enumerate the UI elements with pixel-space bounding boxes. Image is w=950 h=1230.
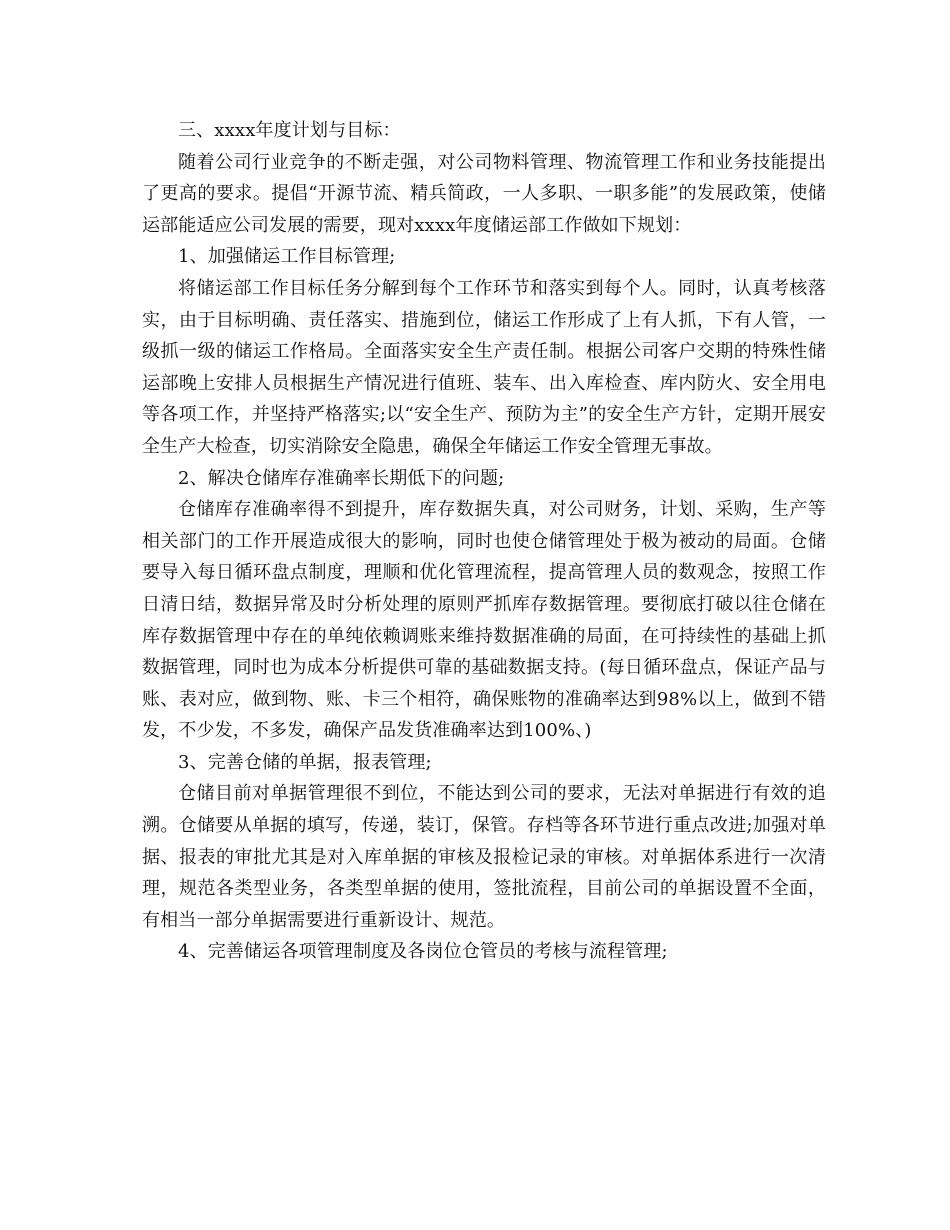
item-3-heading: 3、完善仓储的单据，报表管理; xyxy=(178,751,432,773)
item-1-heading: 1、加强储运工作目标管理; xyxy=(178,246,396,268)
document-body xyxy=(142,115,826,968)
item-1-body: 将储运部工作目标任务分解到每个工作环节和落实到每个人。同时，认真考核落实，由于目标明确、责任落实、措施到位，储运工作形成了上有人抓，下有人管，一级抓一级的储运工作格局。全面落实安全生产责任制。根据公司客户交期的特殊性储运部晚上安排人员根据生产情况进行值班、装车、出入库检查、库内防火、安全用电等各项工作，并坚持严格落实;以“安全生产、预防为主”的安全生产方针，定期开展安全生产大检查，切实消除安全隐患，确保全年储运工作安全管理无事故。 xyxy=(142,277,826,457)
intro-paragraph: 随着公司行业竞争的不断走强，对公司物料管理、物流管理工作和业务技能提出了更高的要求。提倡“开源节流、精兵简政，一人多职、一职多能”的发展政策，使储运部能适应公司发展的需要，现对xxxx年度储运部工作做如下规划： xyxy=(142,151,826,236)
item-3-body: 仓储目前对单据管理很不到位，不能达到公司的要求，无法对单据进行有效的追溯。仓储要从单据的填写，传递，装订，保管。存档等各环节进行重点改进;加强对单据、报表的审批尤其是对入库单据的审核及报检记录的审核。对单据体系进行一次清理，规范各类型业务，各类型单据的使用，签批流程，目前公司的单据设置不全面，有相当一部分单据需要进行重新设计、规范。 xyxy=(142,783,826,931)
item-4-heading: 4、完善储运各项管理制度及各岗位仓管员的考核与流程管理; xyxy=(178,941,668,963)
section-heading: 三、xxxx年度计划与目标： xyxy=(178,120,401,141)
item-2-body: 仓储库存准确率得不到提升，库存数据失真，对公司财务，计划、采购，生产等相关部门的工作开展造成很大的影响，同时也使仓储管理处于极为被动的局面。仓储要导入每日循环盘点制度，理顺和优化管理流程，提高管理人员的数观念，按照工作日清日结，数据异常及时分析处理的原则严抓库存数据管理。要彻底打破以往仓储在库存数据管理中存在的单纯依赖调账来维持数据准确的局面，在可持续性的基础上抓数据管理，同时也为成本分析提供可靠的基础数据支持。(每日循环盘点，保证产品与账、表对应，做到物、账、卡三个相符，确保账物的准确率达到98%以上，做到不错发，不少发，不多发，确保产品发货准确率达到100%、) xyxy=(142,499,826,742)
item-2-heading: 2、解决仓储库存准确率长期低下的问题; xyxy=(178,467,505,489)
